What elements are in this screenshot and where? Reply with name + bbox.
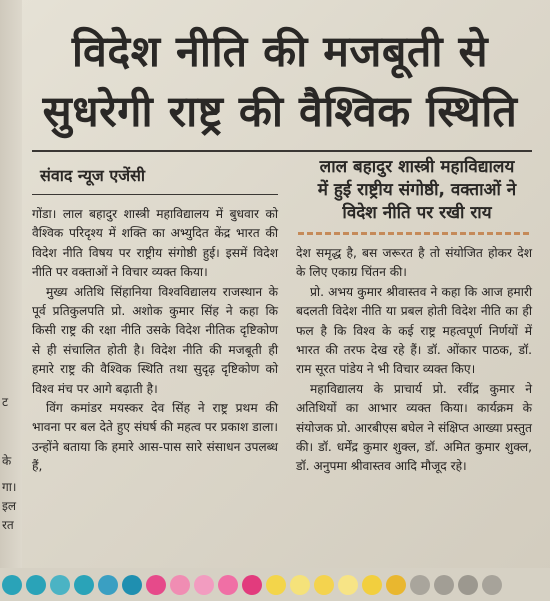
paragraph: गोंडा। लाल बहादुर शास्त्री महाविद्यालय में बुधवार को वैश्विक परिदृश्य में शक्ति का अभ्युदित केंद्र भारत की विदेश नीति विषय पर राष्ट्रीय संगोष्ठी हुई। इसमें विदेश नीति पर वक्ताओं ने विचार व्यक्त किया। [32,207,278,280]
article-column-right [296,244,532,477]
paragraph: मुख्य अतिथि सिंहानिया विश्वविद्यालय राजस्थान के पूर्व प्रतिकुलपति प्रो. अशोक कुमार सिंह ने कहा कि किसी राष्ट्र की रक्षा नीति उसके विदेश नीतिक दृष्टिकोण से ही संचालित होती है। विदेश नीति की मजबूती ही हमारे राष्ट्र की वैश्विक स्थिति तथा सुदृढ़ दृष्टिकोण को विश्व मंच पर आगे बढ़ाती है। [32,284,278,396]
color-dot [98,575,118,595]
subheadline-divider [298,232,530,235]
color-dot [218,575,238,595]
headline-line-1: विदेश नीति की मजबूती से [71,27,489,77]
article-column-left [32,205,278,477]
color-dot [338,575,358,595]
color-dot [314,575,334,595]
color-dot [482,575,502,595]
color-dot [434,575,454,595]
color-dot [26,575,46,595]
adjacent-column-edge [0,0,22,601]
paragraph: देश समृद्ध है, बस जरूरत है तो संयोजित होकर देश के लिए एकाग्र चिंतन की। [296,246,532,280]
headline-rule [32,150,532,152]
subheadline-line-2: में हुई राष्ट्रीय संगोष्ठी, वक्ताओं ने [317,180,517,200]
byline: संवाद न्यूज एजेंसी [40,166,146,185]
paragraph: प्रो. अभय कुमार श्रीवास्तव ने कहा कि आज हमारी बदलती विदेश नीति या प्रबल होती विदेश नीति का ही फल है कि विश्व के कई राष्ट्र महत्वपूर्ण निर्णयों में भारत की तरफ देख रहे हैं। डॉ. ओंकार पाठक, डॉ. राम सूरत पांडेय ने भी विचार व्यक्त किए। [296,284,532,377]
subheadline [290,156,544,225]
color-dot [290,575,310,595]
color-dot [362,575,382,595]
edge-fragment: रत [2,518,14,532]
color-dot [194,575,214,595]
color-dot [74,575,94,595]
edge-fragment: इल [2,499,17,513]
color-dot [458,575,478,595]
edge-fragment: के [2,454,12,468]
color-dot [410,575,430,595]
color-dot [2,575,22,595]
paragraph: महाविद्यालय के प्राचार्य प्रो. रवींद्र कुमार ने अतिथियों का आभार व्यक्त किया। कार्यक्रम के संयोजक प्रो. आरबीएस बघेल ने संक्षिप्त आख्या प्रस्तुत की। डॉ. धर्मेंद्र कुमार शुक्ल, डॉ. अमित कुमार शुक्ल, डॉ. अनुपमा श्रीवास्तव आदि मौजूद रहे। [296,381,532,474]
color-dot [266,575,286,595]
color-dot [50,575,70,595]
paragraph: विंग कमांडर मयस्कर देव सिंह ने राष्ट्र प्रथम की भावना पर बल देते हुए संघर्ष की महत्व पर प्रकाश डाला। उन्होंने बताया कि हमारे आस-पास सारे संसाधन उपलब्ध हैं, [32,401,278,474]
color-dot [386,575,406,595]
byline-rule [32,194,278,195]
color-dot-strip [0,568,550,601]
color-dot [242,575,262,595]
headline [20,22,540,142]
color-dot [122,575,142,595]
color-dot [170,575,190,595]
color-dot [146,575,166,595]
headline-line-2: सुधरेगी राष्ट्र की वैश्विक स्थिति [42,87,518,137]
edge-fragment: ट [2,395,9,409]
edge-fragment: गा। [2,480,17,494]
subheadline-line-1: लाल बहादुर शास्त्री महाविद्यालय [319,157,515,177]
subheadline-line-3: विदेश नीति पर रखी राय [342,203,492,223]
